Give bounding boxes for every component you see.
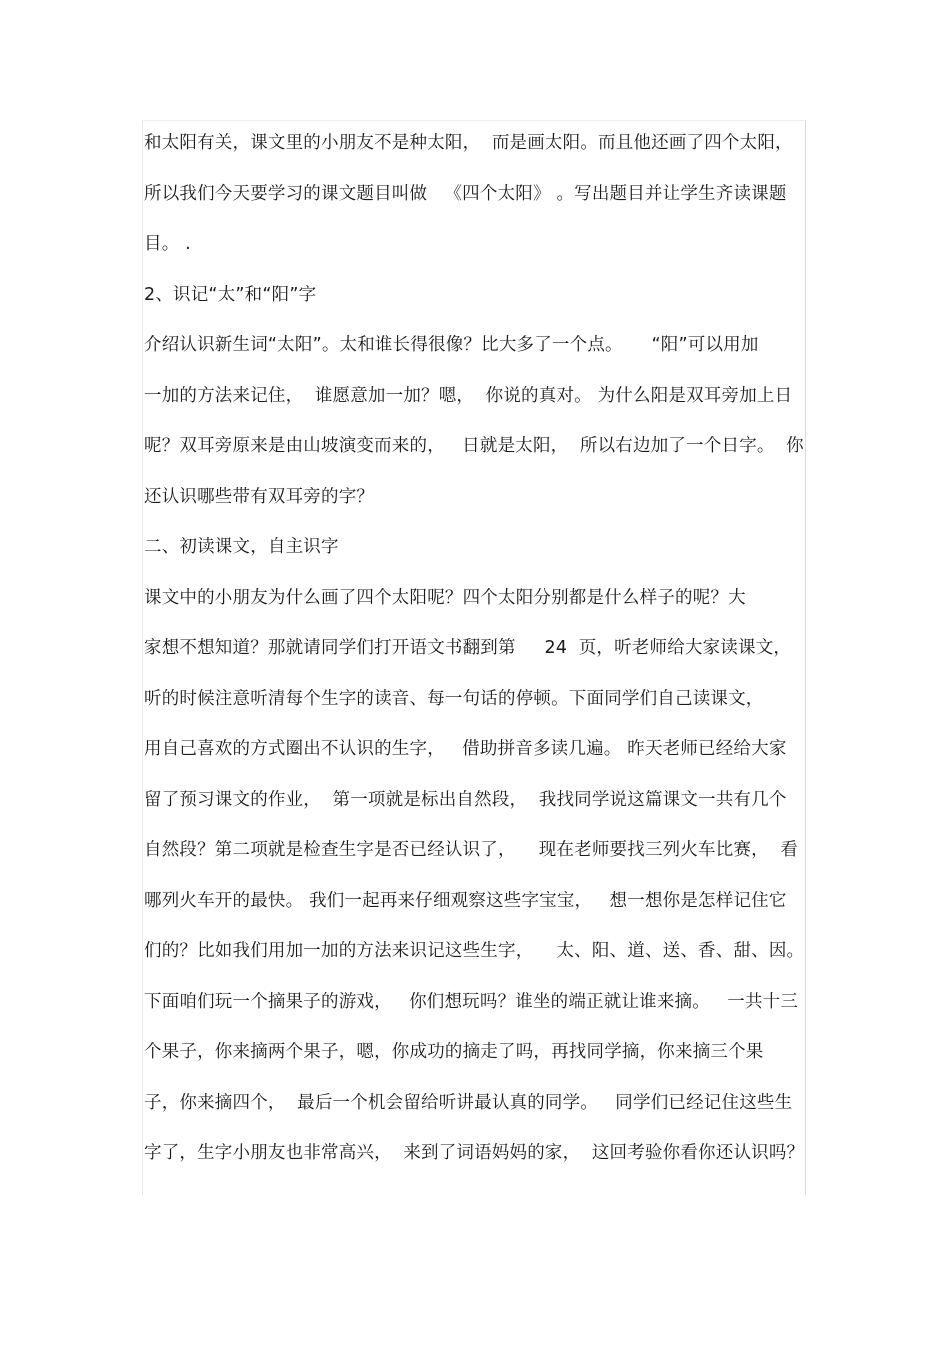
paragraph-line: 哪列火车开的最快。 我们一起再来仔细观察这些字宝宝， 想一想你是怎样记住它 [144, 890, 787, 911]
paragraph-line: 课文中的小朋友为什么画了四个太阳呢？四个太阳分别都是什么样子的呢？大 [144, 587, 746, 608]
paragraph-line: 和太阳有关，课文里的小朋友不是种太阳， 而是画太阳。而且他还画了四个太阳， [144, 133, 793, 153]
paragraph-line: 下面咱们玩一个摘果子的游戏， 你们想玩吗？谁坐的端正就让谁来摘。 一共十三 [144, 991, 799, 1012]
section-heading: 二、初读课文，自主识字 [144, 537, 339, 557]
paragraph-line: 们的？比如我们用加一加的方法来识记这些生字， 太、阳、道、送、香、甜、因。 [144, 941, 805, 961]
paragraph-line: 所以我们今天要学习的课文题目叫做 《四个太阳》 。写出题目并让学生齐读课题 [144, 183, 787, 204]
paragraph-line: 个果子，你来摘两个果子，嗯，你成功的摘走了吗，再找同学摘，你来摘三个果 [144, 1042, 764, 1062]
paragraph-line: 字了，生字小朋友也非常高兴， 来到了词语妈妈的家， 这回考验你看你还认识吗？ [144, 1143, 805, 1163]
paragraph-line: 介绍认识新生词“太阳”。太和谁长得很像？比大多了一个点。 “阳”可以用加 [144, 335, 759, 355]
paragraph-line: 子，你来摘四个， 最后一个机会留给听讲最认真的同学。 同学们已经记住这些生 [144, 1092, 793, 1113]
paragraph-line: 还认识哪些带有双耳旁的字？ [144, 486, 375, 507]
paragraph-line: 用自己喜欢的方式圈出不认识的生字， 借助拼音多读几遍。 昨天老师已经给大家 [144, 739, 787, 759]
paragraph-line: 家想不想知道？那就请同学们打开语文书翻到第 24 页，听老师给大家读课文， [144, 638, 792, 658]
paragraph-line: 目。 . [144, 234, 191, 254]
paragraph-line: 留了预习课文的作业， 第一项就是标出自然段， 我找同学说这篇课文一共有几个 [144, 789, 787, 810]
paragraph-line: 一加的方法来记住， 谁愿意加一加？嗯， 你说的真对。 为什么阳是双耳旁加上日 [144, 385, 793, 406]
paragraph-line: 自然段？第二项就是检查生字是否已经认识了， 现在老师要找三列火车比赛， 看 [144, 840, 799, 860]
section-heading: 2、识记“太”和“阳”字 [144, 284, 317, 305]
paragraph-line: 听的时候注意听清每个生字的读音、每一句话的停顿。下面同学们自己读课文， [144, 688, 764, 709]
document-body [144, 118, 808, 1179]
paragraph-line: 呢？双耳旁原来是由山坡演变而来的， 日就是太阳， 所以右边加了一个日字。 你 [144, 436, 804, 456]
